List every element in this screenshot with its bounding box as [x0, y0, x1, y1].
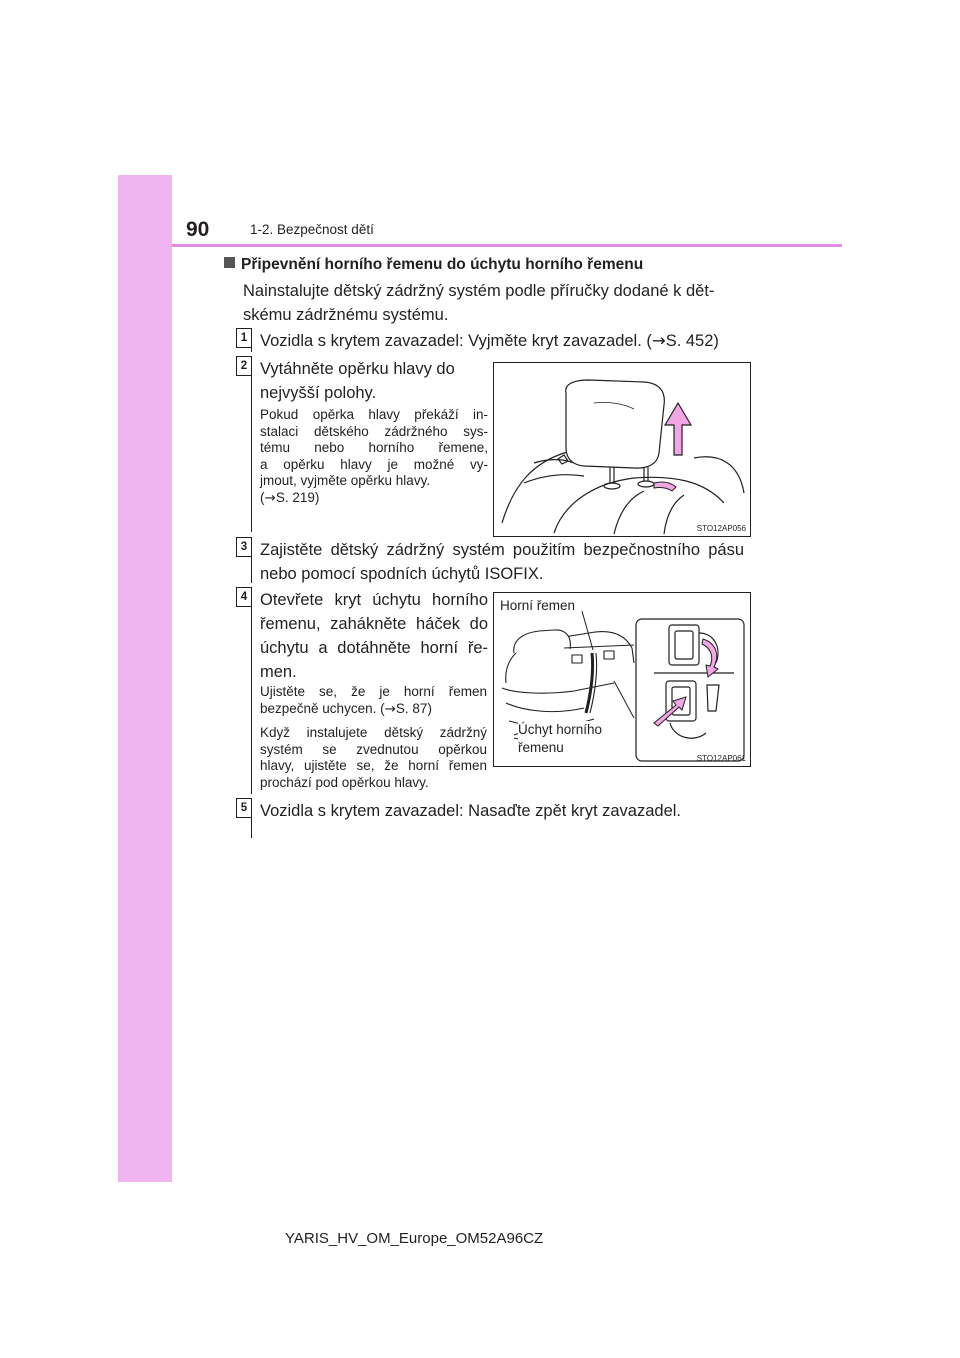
figure-code: STO12AP056 [696, 524, 746, 533]
header-rule [172, 244, 842, 247]
section-heading: Připevnění horního řemenu do úchytu horního řemenu [224, 256, 643, 274]
square-bullet-icon [224, 257, 235, 268]
document-footer: YARIS_HV_OM_Europe_OM52A96CZ [285, 1230, 544, 1247]
step-number-2: 2 [236, 356, 252, 376]
callout-top-tether-strap: Horní řemen [500, 598, 576, 613]
step-number-4: 4 [236, 587, 252, 607]
section-title: 1-2. Bezpečnost dětí [250, 222, 374, 237]
intro-paragraph: Nainstalujte dětský zádržný systém podle příručky dodané k dět- skému zádržnému systému. [243, 282, 715, 324]
chapter-sidebar-tab [118, 175, 172, 1182]
step-5-text: Vozidla s krytem zavazadel: Nasaďte zpět kryt zavazadel. [260, 802, 681, 820]
callout-tether-anchor: Úchyt horního řemenu [518, 722, 603, 755]
step-number-1: 1 [236, 328, 252, 348]
step-4-text: Otevřete kryt úchytu horního řemenu, zahákněte háček do úchytu a dotáhněte horní ře- men. [260, 591, 488, 681]
step-1-text: Vozidla s krytem zavazadel: Vyjměte kryt zavazadel. (→S. 452) [260, 331, 719, 350]
step-3-text: Zajistěte dětský zádržný systém použitím bezpečnostního pásu nebo pomocí spodních úchytů ISOFIX. [260, 541, 744, 583]
figure-code: STO12AP061 [696, 754, 746, 763]
step-2-text: Vytáhněte opěrku hlavy do nejvyšší polohy. [260, 360, 455, 402]
step-number-5: 5 [236, 798, 252, 818]
step-number-3: 3 [236, 537, 252, 557]
headrest-figure [493, 362, 751, 537]
headrest-illustration [494, 363, 750, 536]
step-2-note: Pokud opěrka hlavy překáží in- stalaci dětského zádržného sys- tému nebo horního řemene, a opěrku hlavy je možné vy- jmout, vyjměte opěrku hlavy. (→S. 219) [260, 407, 488, 506]
tether-anchor-figure [493, 592, 751, 767]
page-number: 90 [186, 218, 210, 241]
step-4-note-1: Ujistěte se, že je horní řemen bezpečně uchycen. (→S. 87) [260, 684, 487, 717]
step-4-note-2: Když instalujete dětský zádržný systém se zvednutou opěrkou hlavy, ujistěte se, že horní řemen prochází pod opěrkou hlavy. [260, 725, 487, 790]
